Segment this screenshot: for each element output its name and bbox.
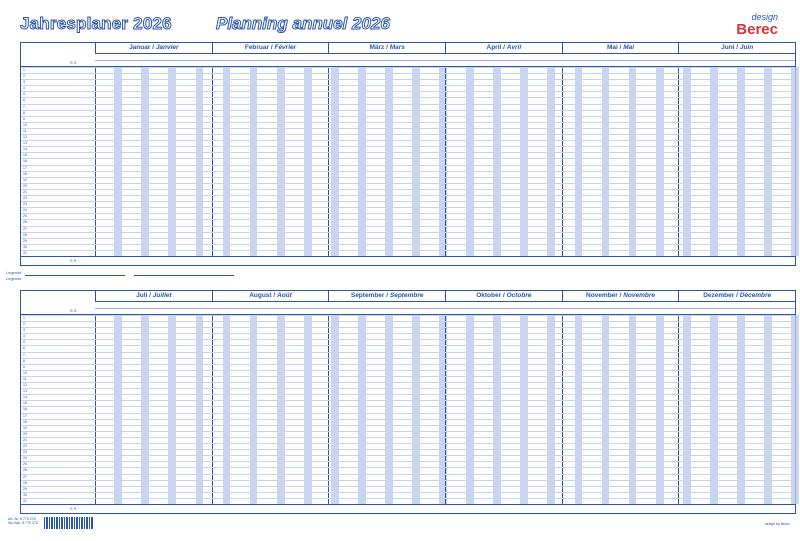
row-line [21, 364, 795, 365]
row-line [21, 382, 795, 383]
row-line [21, 315, 795, 316]
weekend-stripe [791, 67, 799, 256]
row-number: 25 [23, 462, 27, 466]
row-line [21, 195, 795, 196]
row-line [21, 146, 795, 147]
weekend-stripe [304, 315, 312, 504]
planner-header [0, 12, 800, 42]
footer-day-label: S S [70, 506, 77, 511]
row-number: 19 [23, 178, 27, 182]
weekend-stripe [412, 67, 420, 256]
weekend-stripe [168, 315, 176, 504]
row-line [21, 492, 795, 493]
weekend-stripe [791, 315, 799, 504]
row-line [21, 177, 795, 178]
footer-day-row [21, 256, 795, 265]
weekend-stripe [196, 315, 204, 504]
legend-label-de: Legende [6, 270, 22, 275]
weekend-stripe [114, 315, 122, 504]
row-line [21, 250, 795, 251]
row-number: 8 [23, 111, 25, 115]
weekend-stripe [575, 67, 583, 256]
row-line [21, 85, 795, 86]
row-number: 18 [23, 172, 27, 176]
month-separator [562, 67, 563, 256]
row-number: 2 [23, 322, 25, 326]
row-line [21, 474, 795, 475]
row-number: 22 [23, 196, 27, 200]
weekend-stripe [683, 67, 691, 256]
month-separator [678, 67, 679, 256]
weekend-stripe [683, 315, 691, 504]
row-line [21, 321, 795, 322]
row-number: 11 [23, 377, 27, 381]
logo-design-text: design [751, 12, 778, 22]
row-line [21, 327, 795, 328]
weekend-stripe [277, 315, 285, 504]
month-may: Mai / Mai [562, 43, 679, 53]
weekend-stripe [710, 67, 718, 256]
row-line [21, 152, 795, 153]
row-number: 7 [23, 105, 25, 109]
weekend-stripe [493, 67, 501, 256]
row-line [21, 67, 795, 68]
row-line [21, 345, 795, 346]
weekend-stripe [141, 315, 149, 504]
weekend-stripe [629, 67, 637, 256]
weekend-stripe [547, 67, 555, 256]
row-line [21, 219, 795, 220]
weekend-stripe [385, 67, 393, 256]
month-separator [445, 315, 446, 504]
weekend-stripe [466, 67, 474, 256]
row-line [21, 425, 795, 426]
row-number: 2 [23, 74, 25, 78]
barcode [44, 517, 94, 529]
legend-label-fr: Légende [6, 276, 22, 281]
planner-grid [21, 67, 795, 256]
row-line [21, 91, 795, 92]
row-line [21, 134, 795, 135]
row-number: 8 [23, 359, 25, 363]
row-number: 23 [23, 202, 27, 206]
footer-day-row [21, 504, 795, 513]
row-line [21, 413, 795, 414]
month-september: September / Septembre [328, 291, 445, 301]
month-august: August / Août [212, 291, 329, 301]
label-column-separator [95, 67, 96, 256]
row-number: 4 [23, 86, 25, 90]
weekend-stripe [520, 315, 528, 504]
row-number: 9 [23, 365, 25, 369]
row-line [21, 394, 795, 395]
row-line [21, 449, 795, 450]
row-line [21, 419, 795, 420]
row-number: 29 [23, 487, 27, 491]
row-number: 18 [23, 420, 27, 424]
row-number: 9 [23, 117, 25, 121]
row-line [21, 201, 795, 202]
weekend-stripe [196, 67, 204, 256]
row-line [21, 480, 795, 481]
weekend-stripe [764, 67, 772, 256]
title-german: Jahresplaner 2026 [20, 14, 172, 33]
row-line [21, 232, 795, 233]
row-number: 13 [23, 389, 27, 393]
weekend-stripes [95, 315, 795, 504]
row-line [21, 388, 795, 389]
month-march: März / Mars [328, 43, 445, 53]
month-october: Oktober / Octobre [445, 291, 562, 301]
row-number: 10 [23, 123, 27, 127]
row-number: 6 [23, 346, 25, 350]
row-line [21, 183, 795, 184]
row-line [21, 165, 795, 166]
weekend-stripe [466, 315, 474, 504]
row-line [21, 437, 795, 438]
month-separator [212, 67, 213, 256]
row-number: 14 [23, 147, 27, 151]
design-credit: design by Berec [764, 522, 790, 526]
weekend-stripe [277, 67, 285, 256]
legend-line [25, 270, 125, 276]
weekend-stripe [710, 315, 718, 504]
row-number: 29 [23, 239, 27, 243]
label-column-separator [95, 315, 96, 504]
row-number: 30 [23, 245, 27, 249]
row-number: 6 [23, 98, 25, 102]
row-line [21, 467, 795, 468]
row-line [21, 333, 795, 334]
month-header-row [95, 43, 795, 54]
row-number: 14 [23, 395, 27, 399]
row-line [21, 400, 795, 401]
row-line [21, 455, 795, 456]
month-separator [328, 67, 329, 256]
row-number: 11 [23, 129, 27, 133]
weekend-stripe [575, 315, 583, 504]
weekend-stripe [602, 67, 610, 256]
week-row [95, 302, 795, 309]
weekend-stripe [737, 315, 745, 504]
weekend-stripe [737, 67, 745, 256]
weekend-stripe [629, 315, 637, 504]
row-line [21, 238, 795, 239]
row-line [21, 189, 795, 190]
row-number: 30 [23, 493, 27, 497]
month-separator [328, 315, 329, 504]
month-december: Dezember / Décembre [678, 291, 795, 301]
row-number: 23 [23, 450, 27, 454]
row-line [21, 370, 795, 371]
row-number: 26 [23, 468, 27, 472]
weekend-stripe [520, 67, 528, 256]
row-line [21, 486, 795, 487]
row-line [21, 122, 795, 123]
row-line [21, 110, 795, 111]
row-line [21, 226, 795, 227]
logo-brand-text: Berec [736, 21, 778, 38]
row-line [21, 158, 795, 159]
weekend-stripe [764, 315, 772, 504]
row-number: 16 [23, 159, 27, 163]
row-line [21, 171, 795, 172]
row-line [21, 406, 795, 407]
month-april: April / Avril [445, 43, 562, 53]
weekend-stripe [168, 67, 176, 256]
row-number: 1 [23, 68, 25, 72]
row-number: 12 [23, 383, 27, 387]
weekend-stripe [602, 315, 610, 504]
row-number: 27 [23, 475, 27, 479]
month-january: Januar / Janvier [95, 43, 212, 53]
row-number: 5 [23, 92, 25, 96]
row-number: 3 [23, 80, 25, 84]
day-row-label: S S [70, 308, 77, 313]
row-number: 17 [23, 166, 27, 170]
weekend-stripe [304, 67, 312, 256]
footer-day-label: S S [70, 258, 77, 263]
row-number: 1 [23, 316, 25, 320]
row-number: 17 [23, 414, 27, 418]
row-line [21, 128, 795, 129]
weekend-stripe [331, 67, 339, 256]
row-number: 10 [23, 371, 27, 375]
row-number: 5 [23, 340, 25, 344]
row-number: 20 [23, 184, 27, 188]
weekend-stripe [358, 315, 366, 504]
row-number: 4 [23, 334, 25, 338]
weekend-stripe [223, 315, 231, 504]
weekend-stripe [250, 67, 258, 256]
planner-first-half [20, 42, 796, 266]
weekend-stripe [223, 67, 231, 256]
row-number: 15 [23, 153, 27, 157]
row-number: 28 [23, 481, 27, 485]
row-line [21, 498, 795, 499]
month-february: Februar / Février [212, 43, 329, 53]
weekend-stripe [141, 67, 149, 256]
row-line [21, 461, 795, 462]
planner-second-half [20, 290, 796, 514]
berec-logo [718, 12, 778, 42]
weekend-stripe [493, 315, 501, 504]
title-french: Planning annuel 2026 [216, 14, 390, 33]
row-number: 24 [23, 208, 27, 212]
row-line [21, 339, 795, 340]
row-line [21, 376, 795, 377]
month-november: November / Novembre [562, 291, 679, 301]
month-separator [212, 315, 213, 504]
row-number: 28 [23, 233, 27, 237]
row-line [21, 207, 795, 208]
weekend-stripe [114, 67, 122, 256]
weekend-stripes [95, 67, 795, 256]
planner-grid [21, 315, 795, 504]
weekend-stripe [250, 315, 258, 504]
row-number: 25 [23, 214, 27, 218]
week-row [95, 54, 795, 61]
day-row-label: S S [70, 60, 77, 65]
row-number: 13 [23, 141, 27, 145]
weekend-stripe [412, 315, 420, 504]
month-july: Juli / Juillet [95, 291, 212, 301]
legend-area [6, 270, 240, 282]
month-separator [678, 315, 679, 504]
row-number: 26 [23, 220, 27, 224]
row-number: 21 [23, 190, 27, 194]
article-code-fr: No d'art. 8 775 276 [8, 521, 38, 525]
weekend-stripe [656, 67, 664, 256]
row-number: 19 [23, 426, 27, 430]
row-line [21, 140, 795, 141]
row-number: 31 [23, 251, 27, 255]
month-separator [445, 67, 446, 256]
month-separator [562, 315, 563, 504]
row-line [21, 79, 795, 80]
row-number: 12 [23, 135, 27, 139]
row-number: 22 [23, 444, 27, 448]
row-line [21, 213, 795, 214]
weekend-stripe [358, 67, 366, 256]
row-line [21, 104, 795, 105]
row-number: 16 [23, 407, 27, 411]
legend-line [134, 270, 234, 276]
article-code-de: Art.-Nr. 8 775 276 [8, 517, 36, 521]
weekend-stripe [385, 315, 393, 504]
row-line [21, 443, 795, 444]
row-line [21, 73, 795, 74]
row-line [21, 244, 795, 245]
row-line [21, 97, 795, 98]
row-line [21, 431, 795, 432]
month-header-row [95, 291, 795, 302]
row-number: 15 [23, 401, 27, 405]
row-number: 31 [23, 499, 27, 503]
row-number: 24 [23, 456, 27, 460]
row-line [21, 116, 795, 117]
row-line [21, 358, 795, 359]
month-june: Juni / Juin [678, 43, 795, 53]
weekend-stripe [331, 315, 339, 504]
row-number: 3 [23, 328, 25, 332]
row-line [21, 352, 795, 353]
row-number: 27 [23, 227, 27, 231]
row-number: 7 [23, 353, 25, 357]
weekend-stripe [656, 315, 664, 504]
row-number: 20 [23, 432, 27, 436]
row-number: 21 [23, 438, 27, 442]
article-code [8, 517, 38, 525]
weekend-stripe [547, 315, 555, 504]
